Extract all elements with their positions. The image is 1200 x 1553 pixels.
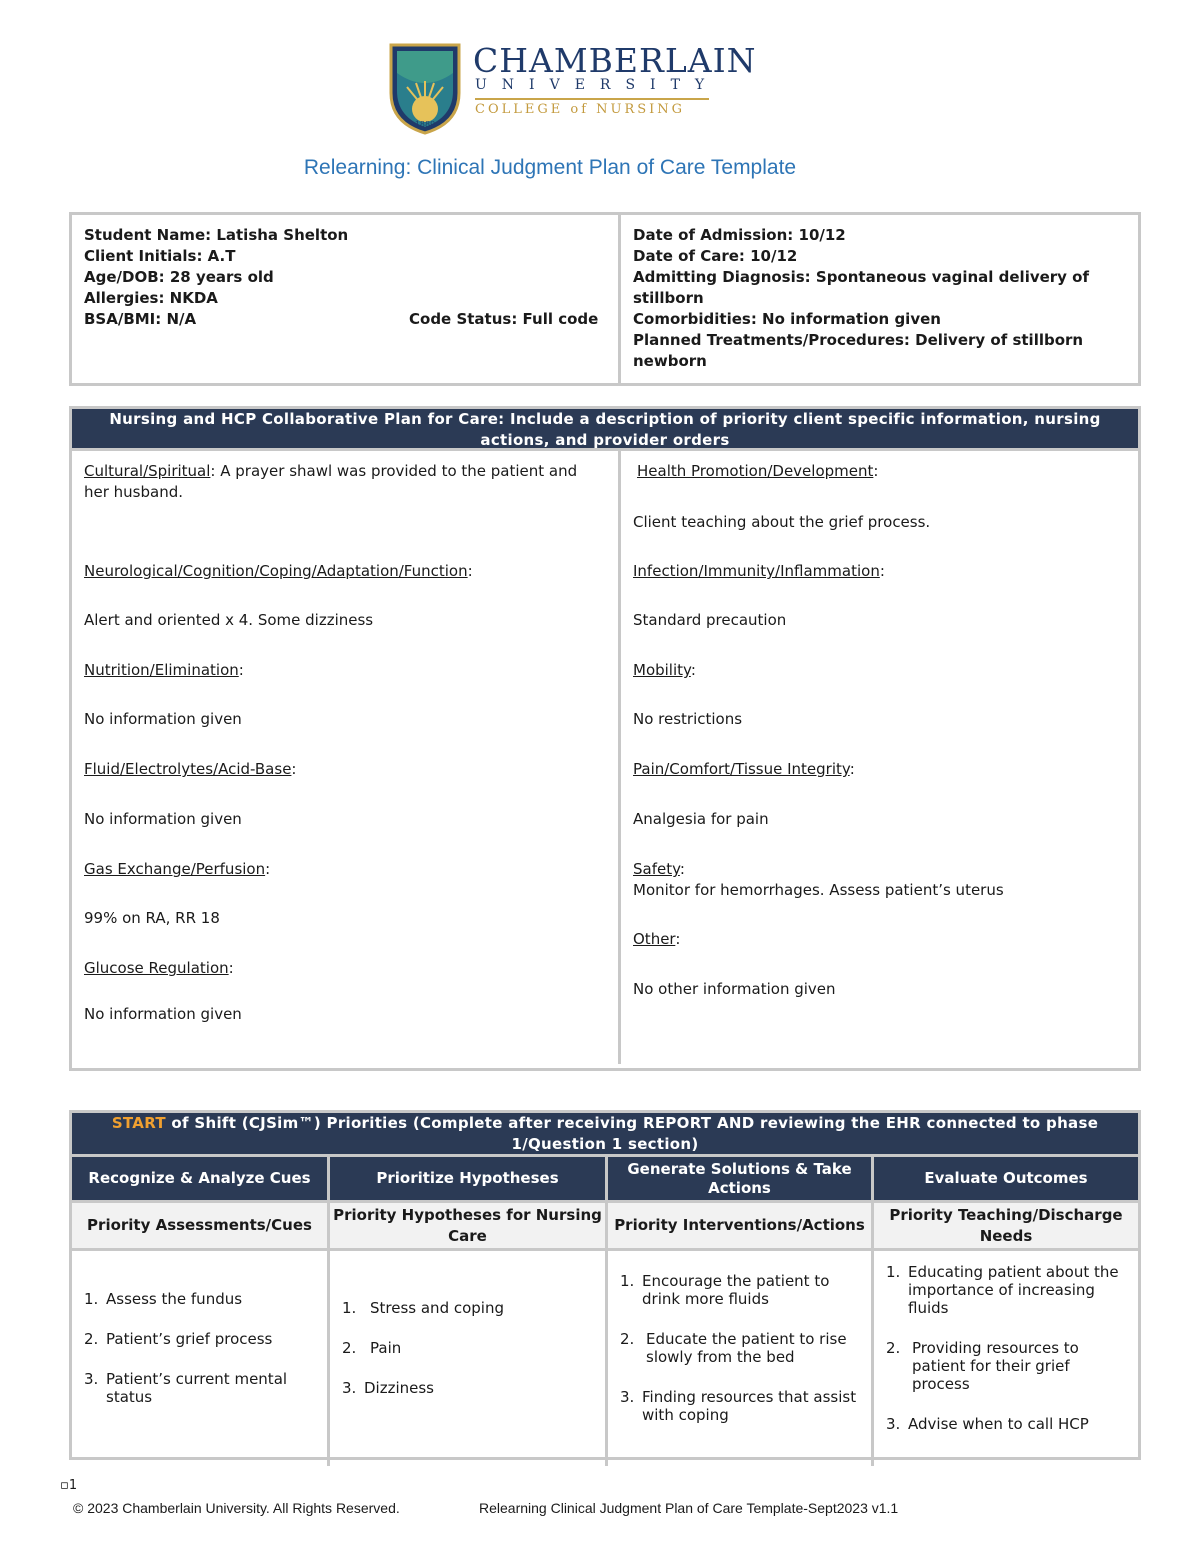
logo-word-college: COLLEGE of NURSING	[475, 102, 686, 117]
footer-copyright: © 2023 Chamberlain University. All Rights Reserved.	[73, 1500, 400, 1516]
pain-label: Pain/Comfort/Tissue Integrity	[633, 760, 850, 778]
code-status: Code Status: Full code	[409, 310, 599, 328]
list-number: 1.	[84, 1290, 99, 1308]
list-item	[886, 1339, 1130, 1393]
nutrition-section	[84, 660, 606, 681]
neuro-label: Neurological/Cognition/Coping/Adaptation/Function	[84, 562, 468, 580]
shift-priorities-header	[72, 1113, 1138, 1157]
start-label: START	[111, 1114, 166, 1132]
list-text: Finding resources that assist with coping	[642, 1388, 857, 1424]
other-label: Other	[633, 930, 676, 948]
page-number: ▫1	[60, 1478, 78, 1493]
planned-treatments: Planned Treatments/Procedures: Delivery of stillborn	[633, 331, 1084, 349]
gas-section	[84, 859, 606, 880]
list-item	[620, 1330, 863, 1366]
neuro-text: Alert and oriented x 4. Some dizziness	[84, 611, 374, 629]
other-colon: :	[675, 930, 681, 948]
list-text: Encourage the patient to drink more fluids	[642, 1272, 830, 1308]
list-text: Patient’s grief process	[106, 1330, 273, 1348]
list-item	[84, 1330, 319, 1348]
list-text: Advise when to call HCP	[908, 1415, 1089, 1433]
logo-word-university: UNIVERSITY	[475, 77, 720, 93]
date-of-care: Date of Care: 10/12	[633, 247, 798, 265]
list-text: Assess the fundus	[106, 1290, 243, 1308]
safety-section	[633, 859, 1126, 901]
pain-section	[633, 759, 1126, 780]
list-item	[342, 1299, 597, 1317]
client-initials: Client Initials: A.T	[84, 247, 236, 265]
list-text: Dizziness	[364, 1379, 434, 1397]
subheader-row	[72, 1203, 1138, 1251]
chamberlain-logo	[389, 41, 757, 135]
list-item	[342, 1339, 597, 1357]
neuro-section	[84, 561, 606, 582]
list-text: Stress and coping	[370, 1299, 504, 1317]
list-item	[342, 1379, 597, 1397]
interventions-list	[620, 1272, 863, 1446]
cultural-text-cont: her husband.	[84, 483, 184, 501]
age-dob: Age/DOB: 28 years old	[84, 268, 274, 286]
health-text: Client teaching about the grief process.	[633, 513, 931, 531]
list-item	[886, 1415, 1130, 1433]
col-head-generate: Generate Solutions & Take Actions	[608, 1157, 874, 1200]
list-text: Patient’s current mental status	[106, 1370, 288, 1406]
list-number: 2.	[886, 1339, 901, 1357]
list-number: 2.	[620, 1330, 635, 1348]
sub-head-assessments: Priority Assessments/Cues	[72, 1203, 330, 1248]
client-info-left	[72, 215, 621, 383]
other-section	[633, 929, 1126, 950]
fluid-label: Fluid/Electrolytes/Acid-Base	[84, 760, 292, 778]
col-head-evaluate: Evaluate Outcomes	[874, 1157, 1138, 1200]
pain-text: Analgesia for pain	[633, 810, 769, 828]
page-title: Relearning: Clinical Judgment Plan of Care Template	[303, 156, 797, 179]
list-number: 1.	[342, 1299, 357, 1317]
mobility-label: Mobility	[633, 661, 691, 679]
page-number-value: 1	[68, 1478, 78, 1493]
neuro-colon: :	[467, 562, 473, 580]
client-info-table	[69, 212, 1141, 386]
shift-priorities-table	[69, 1110, 1141, 1460]
cultural-label: Cultural/Spiritual	[84, 462, 211, 480]
mobility-colon: :	[690, 661, 696, 679]
col-head-prioritize: Prioritize Hypotheses	[330, 1157, 608, 1200]
infection-colon: :	[879, 562, 885, 580]
collaborative-plan-header-line1: Nursing and HCP Collaborative Plan for Care: Include a description of priority client specific information, nursing	[109, 410, 1101, 428]
list-text: Educating patient about the importance of increasing fluids	[908, 1263, 1119, 1317]
glucose-label: Glucose Regulation	[84, 959, 229, 977]
priorities-content-row	[72, 1251, 1138, 1466]
admitting-diagnosis: Admitting Diagnosis: Spontaneous vaginal delivery of	[633, 268, 1090, 286]
gas-text: 99% on RA, RR 18	[84, 909, 220, 927]
sub-head-interventions: Priority Interventions/Actions	[608, 1203, 874, 1248]
safety-label: Safety	[633, 860, 680, 878]
list-item	[886, 1263, 1130, 1317]
infection-label: Infection/Immunity/Inflammation	[633, 562, 880, 580]
other-text: No other information given	[633, 980, 836, 998]
phase-header-row	[72, 1157, 1138, 1203]
list-item	[84, 1370, 319, 1406]
logo-word-chamberlain: CHAMBERLAIN	[473, 41, 757, 80]
collaborative-plan-header-line2: actions, and provider orders	[480, 431, 730, 449]
list-number: 2.	[84, 1330, 99, 1348]
date-of-admission: Date of Admission: 10/12	[633, 226, 846, 244]
list-item	[620, 1272, 863, 1308]
glucose-colon: :	[228, 959, 234, 977]
hypotheses-cell	[330, 1251, 608, 1466]
logo-year: 1889	[414, 120, 436, 129]
cultural-spiritual	[84, 461, 606, 503]
pain-colon: :	[849, 760, 855, 778]
list-text: Providing resources to patient for their grief process	[912, 1339, 1079, 1393]
list-item	[84, 1290, 319, 1308]
sub-head-teaching: Priority Teaching/Discharge Needs	[874, 1203, 1138, 1248]
plan-left-column	[72, 451, 621, 1064]
teaching-cell	[874, 1251, 1138, 1466]
list-number: 3.	[84, 1370, 99, 1388]
comorbidities: Comorbidities: No information given	[633, 310, 941, 328]
fluid-colon: :	[291, 760, 297, 778]
hypotheses-list	[342, 1299, 597, 1419]
mobility-section	[633, 660, 1126, 681]
list-text: Pain	[370, 1339, 402, 1357]
cues-list	[84, 1290, 319, 1428]
health-label: Health Promotion/Development	[637, 462, 874, 480]
shift-priorities-heading: of Shift (CJSim™) Priorities (Complete after receiving REPORT AND reviewing the EHR connected to phase	[165, 1114, 1099, 1132]
logo-divider	[475, 98, 709, 100]
list-number: 3.	[342, 1379, 357, 1397]
planned-treatments-cont: newborn	[633, 352, 707, 370]
list-number: 3.	[886, 1415, 901, 1433]
mobility-text: No restrictions	[633, 710, 743, 728]
list-text: Educate the patient to rise slowly from the bed	[646, 1330, 847, 1366]
bsa-bmi: BSA/BMI: N/A	[84, 310, 197, 328]
admitting-diagnosis-cont: stillborn	[633, 289, 704, 307]
fluid-text: No information given	[84, 810, 242, 828]
footer-template-version: Relearning Clinical Judgment Plan of Care Template-Sept2023 v1.1	[479, 1500, 899, 1516]
list-number: 2.	[342, 1339, 357, 1357]
infection-text: Standard precaution	[633, 611, 787, 629]
safety-text: Monitor for hemorrhages. Assess patient’s uterus	[633, 881, 1004, 899]
student-name: Student Name: Latisha Shelton	[84, 226, 349, 244]
footer	[73, 1500, 899, 1516]
nutrition-text: No information given	[84, 710, 242, 728]
col-head-recognize: Recognize & Analyze Cues	[72, 1157, 330, 1200]
safety-colon: :	[679, 860, 685, 878]
cues-cell	[72, 1251, 330, 1466]
health-colon: :	[873, 462, 879, 480]
collaborative-plan-table	[69, 406, 1141, 1071]
list-number: 1.	[886, 1263, 901, 1281]
infection-section	[633, 561, 1126, 582]
fluid-section	[84, 759, 606, 780]
allergies: Allergies: NKDA	[84, 289, 218, 307]
glucose-text: No information given	[84, 1005, 242, 1023]
gas-colon: :	[265, 860, 271, 878]
interventions-cell	[608, 1251, 874, 1466]
university-shield-icon	[389, 43, 461, 135]
teaching-list	[886, 1263, 1130, 1455]
health-section	[637, 461, 1126, 482]
list-item	[620, 1388, 863, 1424]
cultural-text: : A prayer shawl was provided to the patient and	[210, 462, 578, 480]
gas-label: Gas Exchange/Perfusion	[84, 860, 266, 878]
sub-head-hypotheses: Priority Hypotheses for Nursing Care	[330, 1203, 608, 1248]
client-info-right	[621, 215, 1138, 383]
list-number: 1.	[620, 1272, 635, 1290]
shift-priorities-heading-cont: 1/Question 1 section)	[511, 1135, 699, 1153]
nutrition-label: Nutrition/Elimination	[84, 661, 239, 679]
nutrition-colon: :	[238, 661, 244, 679]
glucose-section	[84, 958, 606, 979]
plan-right-column	[621, 451, 1138, 1064]
list-number: 3.	[620, 1388, 635, 1406]
collaborative-plan-header	[72, 409, 1138, 451]
